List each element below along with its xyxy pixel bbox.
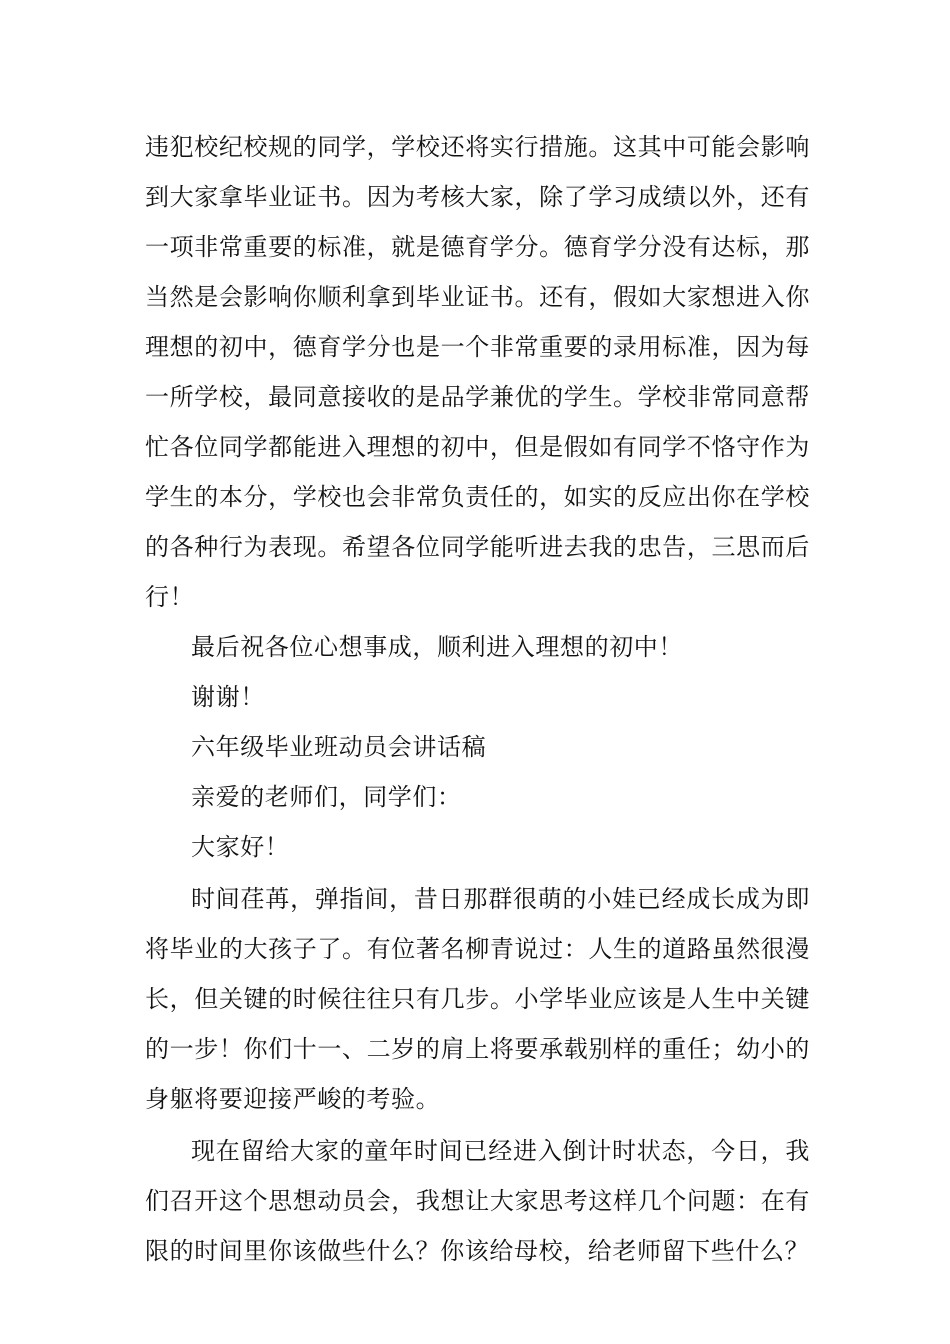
salutation: 亲爱的老师们，同学们： (191, 783, 462, 811)
document-body (145, 122, 810, 1276)
paragraph-time-passes: 时间荏苒，弹指间，昔日那群很萌的小娃已经成长成为即将毕业的大孩子了。有位著名柳青说过：人生的道路虽然很漫长，但关键的时候往往只有几步。小学毕业应该是人生中关键的一步！你们十一、二岁的肩上将要承载别样的重任；幼小的身躯将要迎接严峻的考验。 (145, 885, 810, 1113)
paragraph-thanks: 谢谢！ (191, 683, 265, 711)
paragraph-continuation: 违犯校纪校规的同学，学校还将实行措施。这其中可能会影响到大家拿毕业证书。因为考核大家，除了学习成绩以外，还有一项非常重要的标准，就是德育学分。德育学分没有达标，那当然是会影响你顺利拿到毕业证书。还有，假如大家想进入你理想的初中，德育学分也是一个非常重要的录用标准，因为每一所学校，最同意接收的是品学兼优的学生。学校非常同意帮忙各位同学都能进入理想的初中，但是假如有同学不恪守作为学生的本分，学校也会非常负责任的，如实的反应出你在学校的各种行为表现。希望各位同学能听进去我的忠告，三思而后行！ (145, 133, 810, 611)
paragraph-closing-wish: 最后祝各位心想事成，顺利进入理想的初中！ (191, 633, 683, 661)
paragraph-countdown: 现在留给大家的童年时间已经进入倒计时状态，今日，我们召开这个思想动员会，我想让大家思考这样几个问题：在有限的时间里你该做些什么？你该给母校，给老师留下些什么？ (145, 1137, 810, 1265)
speech-title: 六年级毕业班动员会讲话稿 (191, 733, 487, 761)
greeting: 大家好！ (191, 833, 290, 861)
